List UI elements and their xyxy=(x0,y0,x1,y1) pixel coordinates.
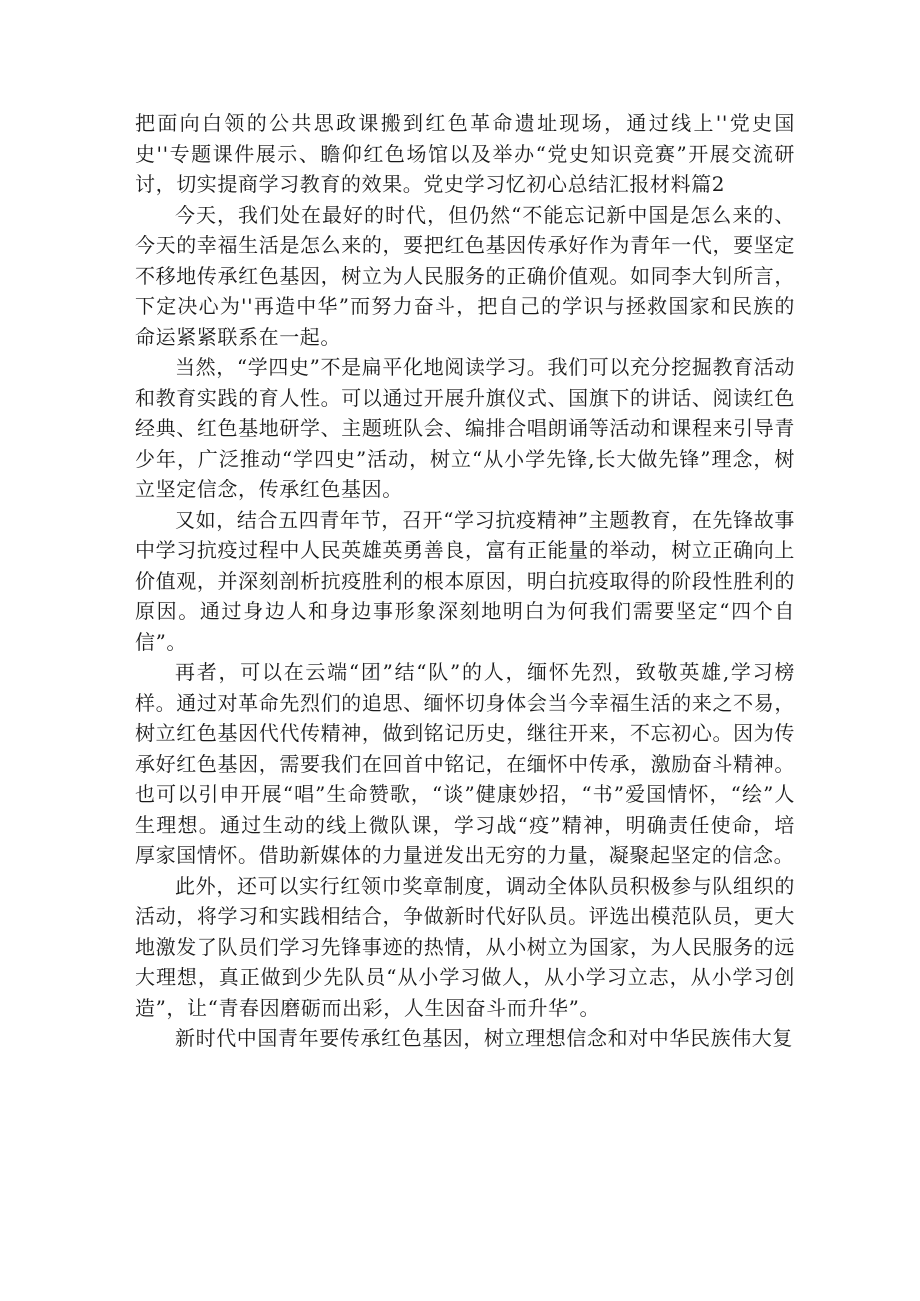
paragraph-6: 此外，还可以实行红领巾奖章制度，调动全体队员积极参与队组织的活动，将学习和实践相结合，争做新时代好队员。评选出模范队员，更大地激发了队员们学习先锋事迹的热情，从小树立为国家，为人民服务的远大理想，真正做到少先队员“从小学习做人，从小学习立志，从小学习创造”，让“青春因磨砺而出彩，人生因奋斗而升华”。 xyxy=(135,873,795,1020)
paragraph-2: 今天，我们处在最好的时代，但仍然“不能忘记新中国是怎么来的、今天的幸福生活是怎么来的，要把红色基因传承好作为青年一代，要坚定不移地传承红色基因，树立为人民服务的正确价值观。如同李大钊所言，下定决心为''再造中华”而努力奋斗，把自己的学识与拯救国家和民族的命运紧紧联系在一起。 xyxy=(135,202,795,349)
document-body xyxy=(135,108,795,1054)
paragraph-5: 再者，可以在云端“团”结“队”的人，缅怀先烈，致敬英雄,学习榜样。通过对革命先烈们的追思、缅怀切身体会当今幸福生活的来之不易，树立红色基因代代传精神，做到铭记历史，继往开来，不忘初心。因为传承好红色基因，需要我们在回首中铭记，在缅怀中传承，激励奋斗精神。也可以引申开展“唱”生命赞歌，“谈”健康妙招，“书”爱国情怀，“绘”人生理想。通过生动的线上微队课，学习战“疫”精神，明确责任使命，培厚家国情怀。借助新媒体的力量迸发出无穷的力量，凝聚起坚定的信念。 xyxy=(135,660,795,867)
paragraph-3: 当然，“学四史”不是扁平化地阅读学习。我们可以充分挖掘教育活动和教育实践的育人性。可以通过开展升旗仪式、国旗下的讲话、阅读红色经典、红色基地研学、主题班队会、编排合唱朗诵等活动和课程来引导青少年，广泛推动“学四史”活动，树立“从小学先锋,长大做先锋”理念，树立坚定信念，传承红色基因。 xyxy=(135,355,795,501)
paragraph-4: 又如，结合五四青年节，召开“学习抗疫精神”主题教育，在先锋故事中学习抗疫过程中人民英雄英勇善良，富有正能量的举动，树立正确向上价值观，并深刻剖析抗疫胜利的根本原因，明白抗疫取得的阶段性胜利的原因。通过身边人和身边事形象深刻地明白为何我们需要坚定“四个自信”。 xyxy=(135,507,795,654)
paragraph-1: 把面向白领的公共思政课搬到红色革命遗址现场，通过线上''党史国史''专题课件展示、瞻仰红色场馆以及举办“党史知识竞赛”开展交流研讨，切实提商学习教育的效果。党史学习忆初心总结汇报材料篇2 xyxy=(135,111,795,196)
paragraph-7: 新时代中国青年要传承红色基因，树立理想信念和对中华民族伟大复 xyxy=(175,1026,793,1050)
